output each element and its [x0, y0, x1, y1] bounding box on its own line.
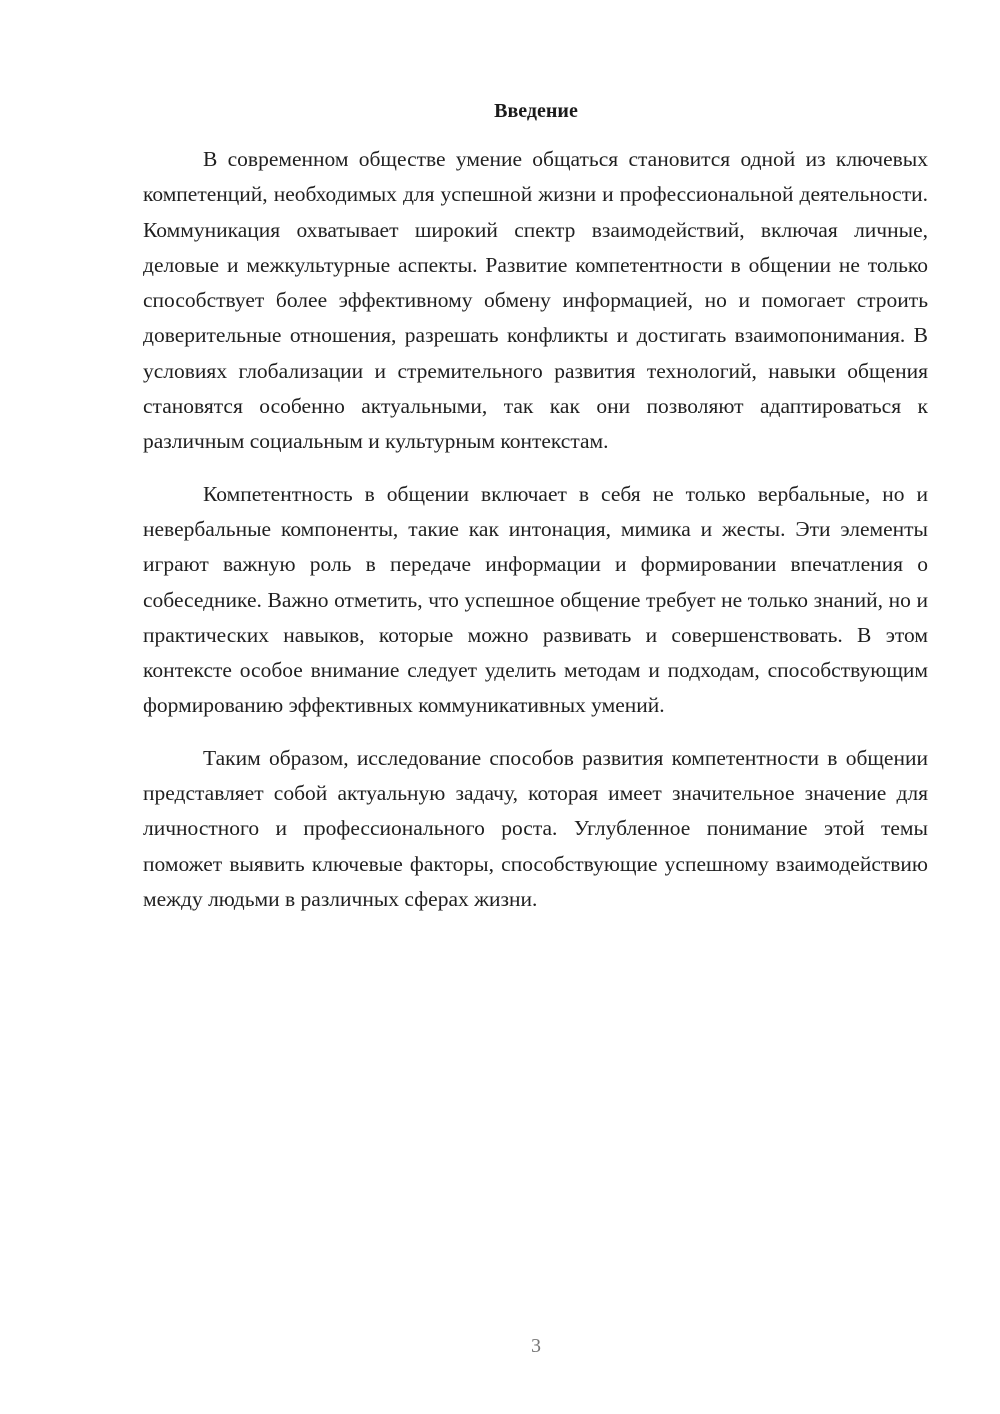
body-text [143, 142, 928, 917]
section-heading: Введение [494, 100, 578, 122]
paragraph-2: Компетентность в общении включает в себя не только вербальные, но и невербальные компоненты, такие как интонация, мимика и жесты. Эти элементы играют важную роль в передаче информации и формировании впечатления о собеседнике. Важно отметить, что успешное общение требует не только знаний, но и практических навыков, которые можно развивать и совершенствовать. В этом контексте особое внимание следует уделить методам и подходам, способствующим формированию эффективных коммуникативных умений. [143, 481, 928, 718]
paragraph-1: В современном обществе умение общаться становится одной из ключевых компетенций, необходимых для успешной жизни и профессиональной деятельности. Коммуникация охватывает широкий спектр взаимодействий, включая личные, деловые и межкультурные аспекты. Развитие компетентности в общении не только способствует более эффективному обмену информацией, но и помогает строить доверительные отношения, разрешать конфликты и достигать взаимопонимания. В условиях глобализации и стремительного развития технологий, навыки общения становятся особенно актуальными, так как они позволяют адаптироваться к различным социальным и культурным контекстам. [143, 147, 928, 454]
page-number: 3 [531, 1335, 541, 1357]
paragraph-3: Таким образом, исследование способов развития компетентности в общении представляет собой актуальную задачу, которая имеет значительное значение для личностного и профессионального роста. Углубленное понимание этой темы поможет выявить ключевые факторы, способствующие успешному взаимодействию между людьми в различных сферах жизни. [143, 745, 928, 911]
